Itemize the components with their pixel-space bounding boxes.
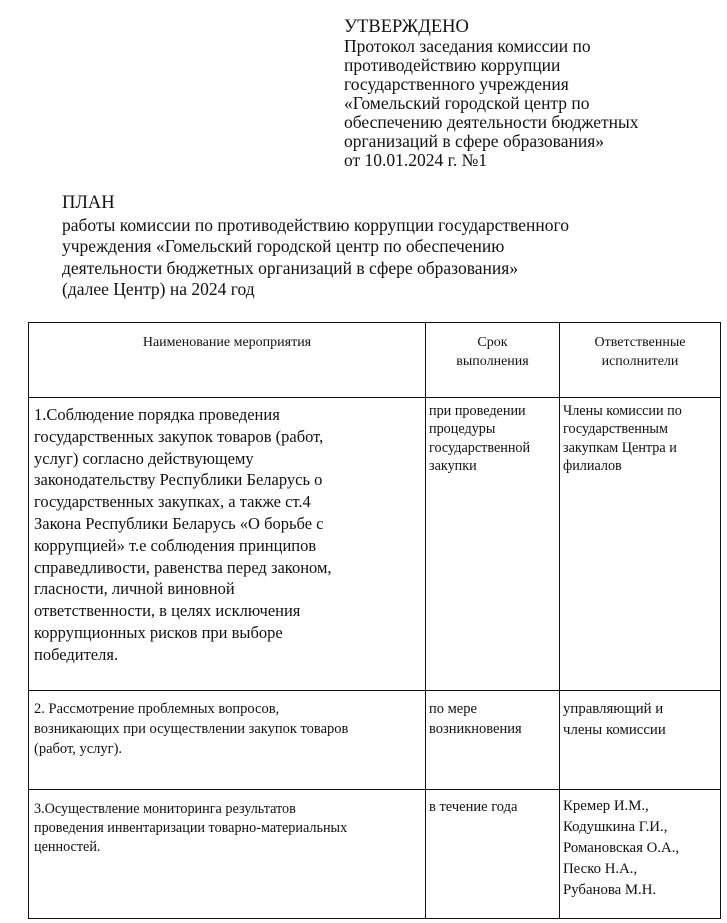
cell-line: Члены комиссии по [563, 403, 682, 419]
cell-line: 2. Рассмотрение проблемных вопросов, [34, 701, 280, 717]
cell-line: коррупционных рисков при выборе [34, 622, 283, 642]
header-text: выполнения [456, 354, 529, 369]
cell-line: управляющий и [563, 701, 664, 717]
header-responsible [560, 323, 721, 398]
approval-line: Протокол заседания комиссии по [344, 36, 591, 56]
cell-line: государственных закупок товаров (работ, [34, 426, 324, 446]
plan-heading-block [62, 193, 712, 301]
cell-line: Песко Н.А., [563, 861, 638, 877]
cell-line: Кремер И.М., [563, 798, 649, 814]
header-event [29, 323, 426, 398]
cell-line: законодательству Республики Беларусь о [34, 470, 323, 490]
cell-line: проведения инвентаризации товарно-материальных [34, 820, 348, 836]
cell-line: закупки [429, 457, 477, 474]
header-text: Ответственные [594, 335, 686, 350]
cell-line: Кодушкина Г.И., [563, 819, 668, 835]
cell-line: коррупцией» т.е соблюдения принципов [34, 535, 317, 555]
cell-line: возникающих при осуществлении закупок товаров [34, 721, 349, 737]
cell-line: ценностей. [34, 839, 101, 855]
event-cell [29, 398, 426, 691]
plan-title: ПЛАН [62, 193, 115, 213]
cell-line: Романовская О.А., [563, 840, 680, 856]
plan-subtitle-line: работы комиссии по противодействию коррупции государственного [62, 214, 569, 235]
cell-line: справедливости, равенства перед законом, [34, 557, 332, 577]
approval-line: организаций в сфере образования» [344, 131, 605, 151]
cell-line: процедуры [429, 421, 496, 438]
cell-line: услуг) согласно действующему [34, 448, 254, 468]
cell-line: гласности, личной виновной [34, 579, 235, 599]
cell-line: государственным [563, 421, 668, 438]
cell-line: Рубанова М.Н. [563, 882, 657, 898]
cell-line: при проведении [429, 403, 526, 419]
approval-line: государственного учреждения [344, 74, 569, 94]
approval-line: «Гомельский городской центр по [344, 93, 590, 113]
table-row [29, 790, 721, 919]
header-text: исполнители [601, 354, 679, 369]
cell-line: в течение года [429, 799, 518, 815]
event-cell [29, 691, 426, 790]
approval-heading: УТВЕРЖДЕНО [344, 17, 469, 37]
cell-line: победителя. [34, 644, 119, 664]
cell-line: филиалов [563, 457, 622, 474]
plan-subtitle-line: учреждения «Гомельский городской центр по обеспечению [62, 236, 505, 256]
header-text: Наименование мероприятия [142, 335, 312, 350]
cell-line: 1.Соблюдение порядка проведения [34, 405, 280, 424]
event-cell [29, 790, 426, 919]
responsible-cell [560, 691, 721, 790]
cell-line: Закона Республики Беларусь «О борьбе с [34, 513, 324, 533]
approval-date: от 10.01.2024 г. №1 [344, 150, 488, 170]
cell-line: члены комиссии [563, 721, 666, 738]
plan-table [28, 322, 721, 919]
cell-line: закупкам Центра и [563, 439, 677, 456]
cell-line: государственных закупках, а также ст.4 [34, 492, 311, 512]
approval-line: противодействию коррупции [344, 55, 561, 75]
plan-subtitle-line: деятельности бюджетных организаций в сфере образования» [62, 257, 519, 278]
header-deadline [426, 323, 560, 398]
table-row [29, 398, 721, 691]
responsible-cell [560, 398, 721, 691]
cell-line: возникновения [429, 721, 522, 737]
cell-line: государственной [429, 439, 531, 456]
deadline-cell [426, 691, 560, 790]
cell-line: (работ, услуг). [34, 741, 123, 757]
header-text: Срок [477, 335, 508, 350]
cell-line: 3.Осуществление мониторинга результатов [34, 801, 296, 817]
plan-subtitle-line: (далее Центр) на 2024 год [62, 279, 255, 299]
cell-line: ответственности, в целях исключения [34, 601, 301, 621]
approval-block [344, 18, 719, 170]
table-header-row [29, 323, 721, 398]
table-row [29, 691, 721, 790]
responsible-cell [560, 790, 721, 919]
cell-line: по мере [429, 701, 477, 717]
deadline-cell [426, 790, 560, 919]
approval-line: обеспечению деятельности бюджетных [344, 112, 639, 132]
deadline-cell [426, 398, 560, 691]
